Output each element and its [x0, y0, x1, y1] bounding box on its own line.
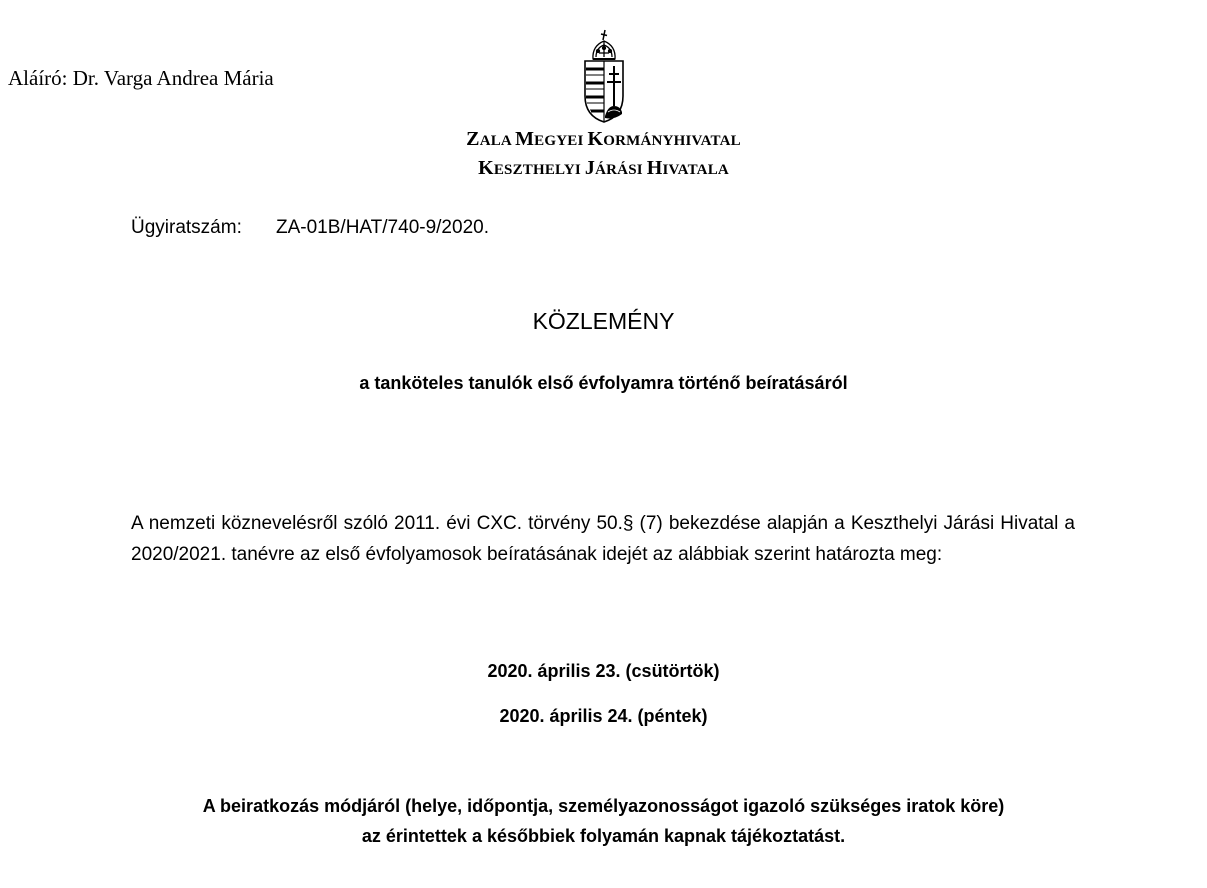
agency-name-segment: ESZTHELYI — [493, 162, 585, 178]
agency-name-segment: K — [478, 157, 494, 179]
enrollment-date-2: 2020. április 24. (péntek) — [499, 706, 708, 726]
document-title: KÖZLEMÉNY — [532, 308, 675, 334]
signer-line: Aláíró: Dr. Varga Andrea Mária — [8, 66, 274, 90]
agency-name-line-1 — [0, 128, 1207, 151]
enrollment-date-1: 2020. április 23. (csütörtök) — [487, 661, 720, 681]
body-paragraph: A nemzeti köznevelésről szóló 2011. évi CXC. törvény 50.§ (7) bekezdése alapján a Keszthelyi Járási Hivatal a 2020/2021. tanévre az első évfolyamosok beíratásának idejét az alábbiak szerint határozta meg: — [131, 513, 1075, 565]
case-number-row — [131, 217, 489, 239]
agency-name-segment: M — [515, 128, 535, 150]
closing-line-1: A beiratkozás módjáról (helye, időpontja, személyazonosságot igazoló szükséges iratok köre) — [202, 796, 1005, 816]
agency-name-segment: ALA — [479, 133, 516, 149]
agency-name-line-2 — [0, 157, 1207, 180]
case-number-value: ZA-01B/HAT/740-9/2020. — [276, 217, 489, 238]
agency-name-segment: ÁRÁSI — [595, 162, 647, 178]
agency-name-segment: IVATALA — [662, 162, 729, 178]
agency-name-segment: K — [587, 128, 604, 150]
closing-notice — [0, 791, 1207, 851]
agency-name-segment: J — [584, 157, 596, 179]
agency-name-segment: Z — [466, 128, 480, 150]
closing-line-2: az érintettek a későbbiek folyamán kapnak tájékoztatást. — [361, 826, 846, 846]
case-number-label: Ügyiratszám: — [131, 217, 242, 238]
document-subtitle: a tanköteles tanulók első évfolyamra történő beíratásáról — [359, 373, 848, 393]
coat-of-arms-icon — [578, 26, 630, 124]
agency-name-segment: ORMÁNYHIVATAL — [603, 133, 741, 149]
agency-name-segment: EGYEI — [534, 133, 588, 149]
agency-name-segment: H — [646, 157, 663, 179]
